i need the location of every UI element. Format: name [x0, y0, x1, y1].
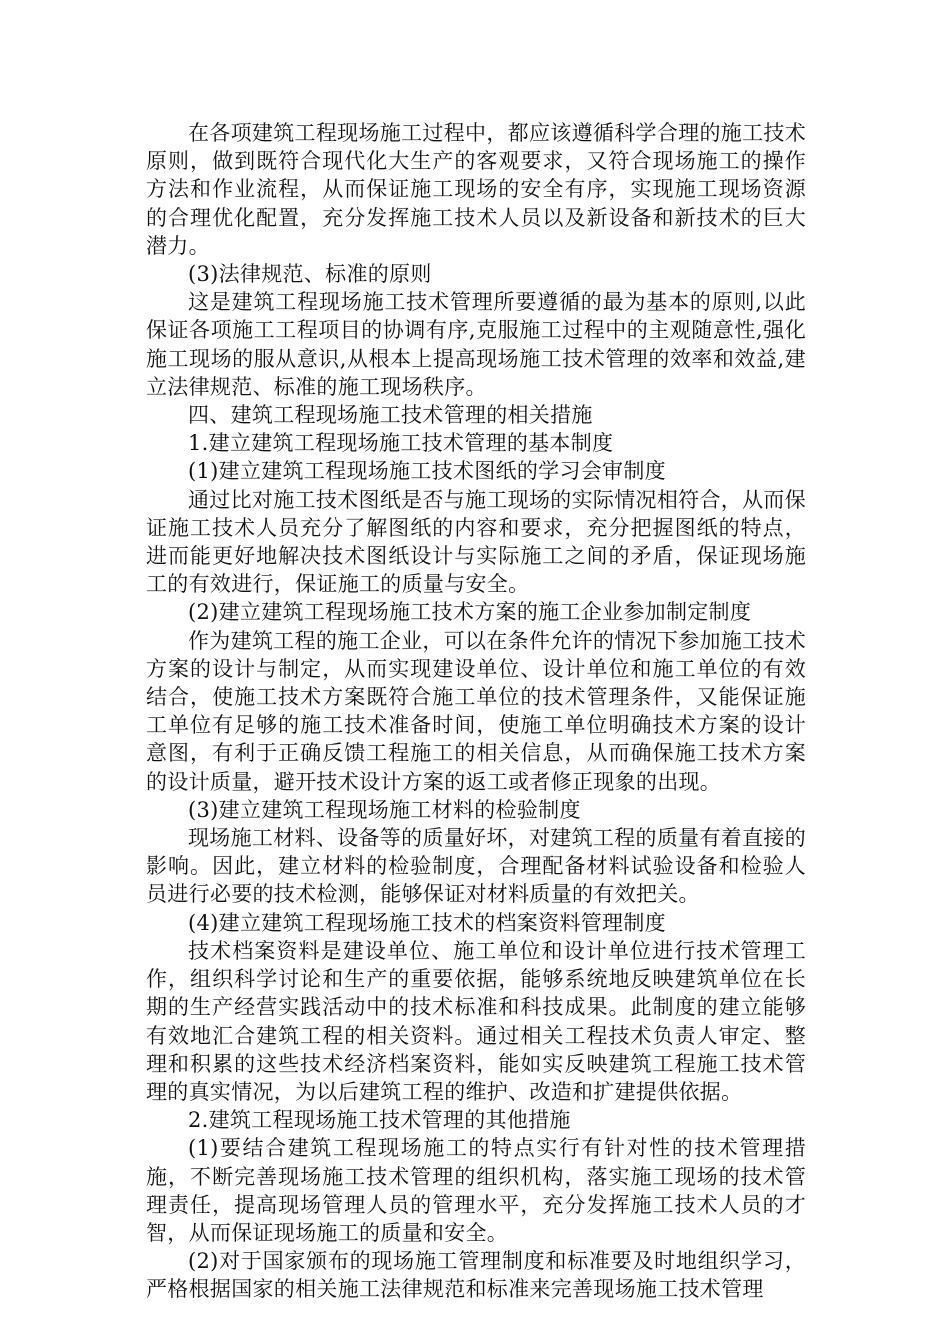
- section-heading: 四、建筑工程现场施工技术管理的相关措施: [188, 403, 593, 428]
- section-heading: (3)法律规范、标准的原则: [188, 262, 432, 287]
- document-body: [146, 119, 806, 1304]
- paragraph: (2)对于国家颁布的现场施工管理制度和标准要及时地组织学习，严格根据国家的相关施工法律规范和标准来完善现场施工技术管理: [146, 1249, 806, 1302]
- section-heading: (4)建立建筑工程现场施工技术的档案资料管理制度: [188, 910, 666, 935]
- paragraph: 这是建筑工程现场施工技术管理所要遵循的最为基本的原则,以此保证各项施工工程项目的协调有序,克服施工过程中的主观随意性,强化施工现场的服从意识,从根本上提高现场施工技术管理的效率和效益,建立法律规范、标准的施工现场秩序。: [146, 290, 806, 399]
- paragraph: 技术档案资料是建设单位、施工单位和设计单位进行技术管理工作，组织科学讨论和生产的重要依据，能够系统地反映建筑单位在长期的生产经营实践活动中的技术标准和科技成果。此制度的建立能够有效地汇合建筑工程的相关资料。通过相关工程技术负责人审定、整理和积累的这些技术经济档案资料，能如实反映建筑工程施工技术管理的真实情况，为以后建筑工程的维护、改造和扩建提供依据。: [146, 938, 806, 1104]
- section-heading: (1)建立建筑工程现场施工技术图纸的学习会审制度: [188, 459, 666, 484]
- section-heading: 2.建筑工程现场施工技术管理的其他措施: [188, 1108, 571, 1133]
- paragraph: 现场施工材料、设备等的质量好坏，对建筑工程的质量有着直接的影响。因此，建立材料的检验制度，合理配备材料试验设备和检验人员进行必要的技术检测，能够保证对材料质量的有效把关。: [146, 826, 806, 907]
- paragraph: 在各项建筑工程现场施工过程中，都应该遵循科学合理的施工技术原则，做到既符合现代化大生产的客观要求，又符合现场施工的操作方法和作业流程，从而保证施工现场的安全有序，实现施工现场资源的合理优化配置，充分发挥施工技术人员以及新设备和新技术的巨大潜力。: [146, 121, 806, 258]
- section-heading: (3)建立建筑工程现场施工材料的检验制度: [188, 797, 581, 822]
- section-heading: 1.建立建筑工程现场施工技术管理的基本制度: [188, 431, 614, 456]
- paragraph: (1)要结合建筑工程现场施工的特点实行有针对性的技术管理措施，不断完善现场施工技术管理的组织机构，落实施工现场的技术管理责任，提高现场管理人员的管理水平，充分发挥施工技术人员的才智，从而保证现场施工的质量和安全。: [146, 1136, 806, 1245]
- paragraph: 通过比对施工技术图纸是否与施工现场的实际情况相符合，从而保证施工技术人员充分了解图纸的内容和要求，充分把握图纸的特点，进而能更好地解决技术图纸设计与实际施工之间的矛盾，保证现场施工的有效进行，保证施工的质量与安全。: [146, 487, 806, 597]
- paragraph: 作为建筑工程的施工企业，可以在条件允许的情况下参加施工技术方案的设计与制定，从而实现建设单位、设计单位和施工单位的有效结合，使施工技术方案既符合施工单位的技术管理条件，又能保证施工单位有足够的施工技术准备时间，使施工单位明确技术方案的设计意图，有利于正确反馈工程施工的相关信息，从而确保施工技术方案的设计质量，避开技术设计方案的返工或者修正现象的出现。: [146, 628, 806, 794]
- section-heading: (2)建立建筑工程现场施工技术方案的施工企业参加制定制度: [188, 600, 752, 625]
